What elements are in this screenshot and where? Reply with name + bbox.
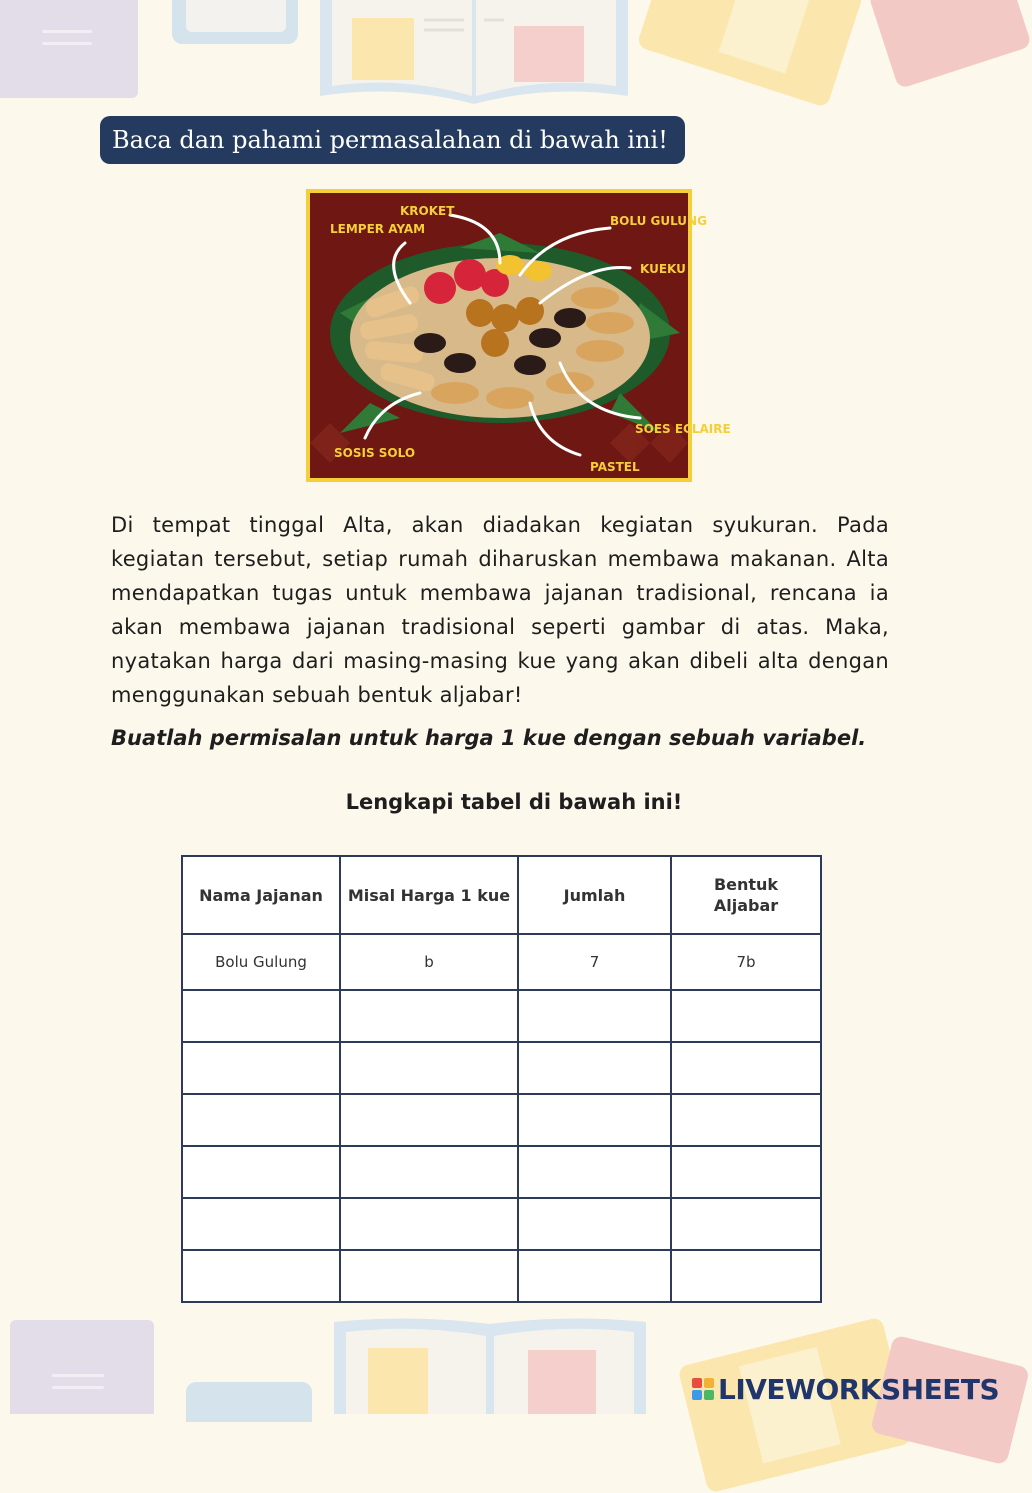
answer-cell[interactable] [182, 1198, 340, 1250]
photo-label: SOSIS SOLO [334, 446, 416, 460]
problem-paragraph: Di tempat tinggal Alta, akan diadakan kegiatan syukuran. Pada kegiatan tersebut, setiap rumah diharuskan membawa makanan. Alta mendapatkan tugas untuk membawa jajanan tradisional, rencana ia akan membawa jajanan tradisional seperti gambar di atas. Maka, nyatakan harga dari masing-masing kue yang akan dibeli alta dengan menggunakan sebuah bentuk aljabar! [111, 513, 889, 707]
answer-cell[interactable] [518, 1042, 671, 1094]
table-row [182, 1146, 821, 1198]
food-platter-image [306, 189, 731, 482]
answer-cell[interactable] [671, 990, 821, 1042]
answer-cell[interactable] [340, 1198, 518, 1250]
book-decoration-icon [186, 1382, 312, 1422]
book-decoration-icon [172, 0, 298, 44]
answer-cell[interactable] [340, 1094, 518, 1146]
answer-cell[interactable] [671, 1042, 821, 1094]
liveworksheets-logo[interactable] [692, 1372, 999, 1406]
photo-label: KUEKU [640, 262, 686, 276]
table-row [182, 1198, 821, 1250]
example-harga: b [340, 934, 518, 990]
answer-cell[interactable] [340, 1146, 518, 1198]
table-row [182, 1042, 821, 1094]
table-row-example [182, 934, 821, 990]
open-book-icon [332, 1314, 648, 1414]
column-header-jumlah: Jumlah [518, 856, 671, 934]
book-decoration-icon [636, 0, 863, 108]
answer-cell[interactable] [671, 1146, 821, 1198]
photo-label: PASTEL [590, 460, 640, 474]
answer-cell[interactable] [182, 1250, 340, 1302]
answer-cell[interactable] [340, 990, 518, 1042]
food-platter-illustration [310, 193, 731, 478]
photo-label: BOLU GULUNG [610, 214, 707, 228]
instruction-label: Baca dan pahami permasalahan di bawah ini! [100, 116, 685, 164]
answer-cell[interactable] [518, 990, 671, 1042]
table-title: Lengkapi tabel di bawah ini! [345, 790, 683, 814]
logo-grid-icon [692, 1378, 714, 1400]
brand-name: LIVEWORKSHEETS [718, 1372, 1000, 1406]
photo-label: KROKET [400, 204, 455, 218]
answer-cell[interactable] [518, 1198, 671, 1250]
algebra-table [181, 855, 822, 1303]
book-decoration-icon [10, 1320, 154, 1414]
answer-cell[interactable] [340, 1250, 518, 1302]
example-jumlah: 7 [518, 934, 671, 990]
answer-cell[interactable] [182, 1042, 340, 1094]
example-aljabar: 7b [671, 934, 821, 990]
answer-cell[interactable] [518, 1250, 671, 1302]
column-header-nama-jajanan: Nama Jajanan [182, 856, 340, 934]
book-decoration-icon [868, 0, 1032, 89]
answer-cell[interactable] [671, 1094, 821, 1146]
open-book-icon [318, 0, 630, 108]
answer-cell[interactable] [182, 1146, 340, 1198]
column-header-misal-harga: Misal Harga 1 kue [340, 856, 518, 934]
table-row [182, 1250, 821, 1302]
table-row [182, 1094, 821, 1146]
answer-cell[interactable] [671, 1250, 821, 1302]
photo-label: LEMPER AYAM [330, 222, 426, 236]
table-row [182, 990, 821, 1042]
answer-cell[interactable] [671, 1198, 821, 1250]
answer-cell[interactable] [518, 1094, 671, 1146]
answer-cell[interactable] [518, 1146, 671, 1198]
answer-cell[interactable] [340, 1042, 518, 1094]
photo-label: SOES ECLAIRE [635, 422, 731, 436]
answer-cell[interactable] [182, 990, 340, 1042]
answer-cell[interactable] [182, 1094, 340, 1146]
book-decoration-icon [0, 0, 138, 98]
column-header-bentuk-aljabar: Bentuk Aljabar [671, 856, 821, 934]
variable-instruction: Buatlah permisalan untuk harga 1 kue dengan sebuah variabel. [111, 726, 867, 750]
example-nama: Bolu Gulung [182, 934, 340, 990]
